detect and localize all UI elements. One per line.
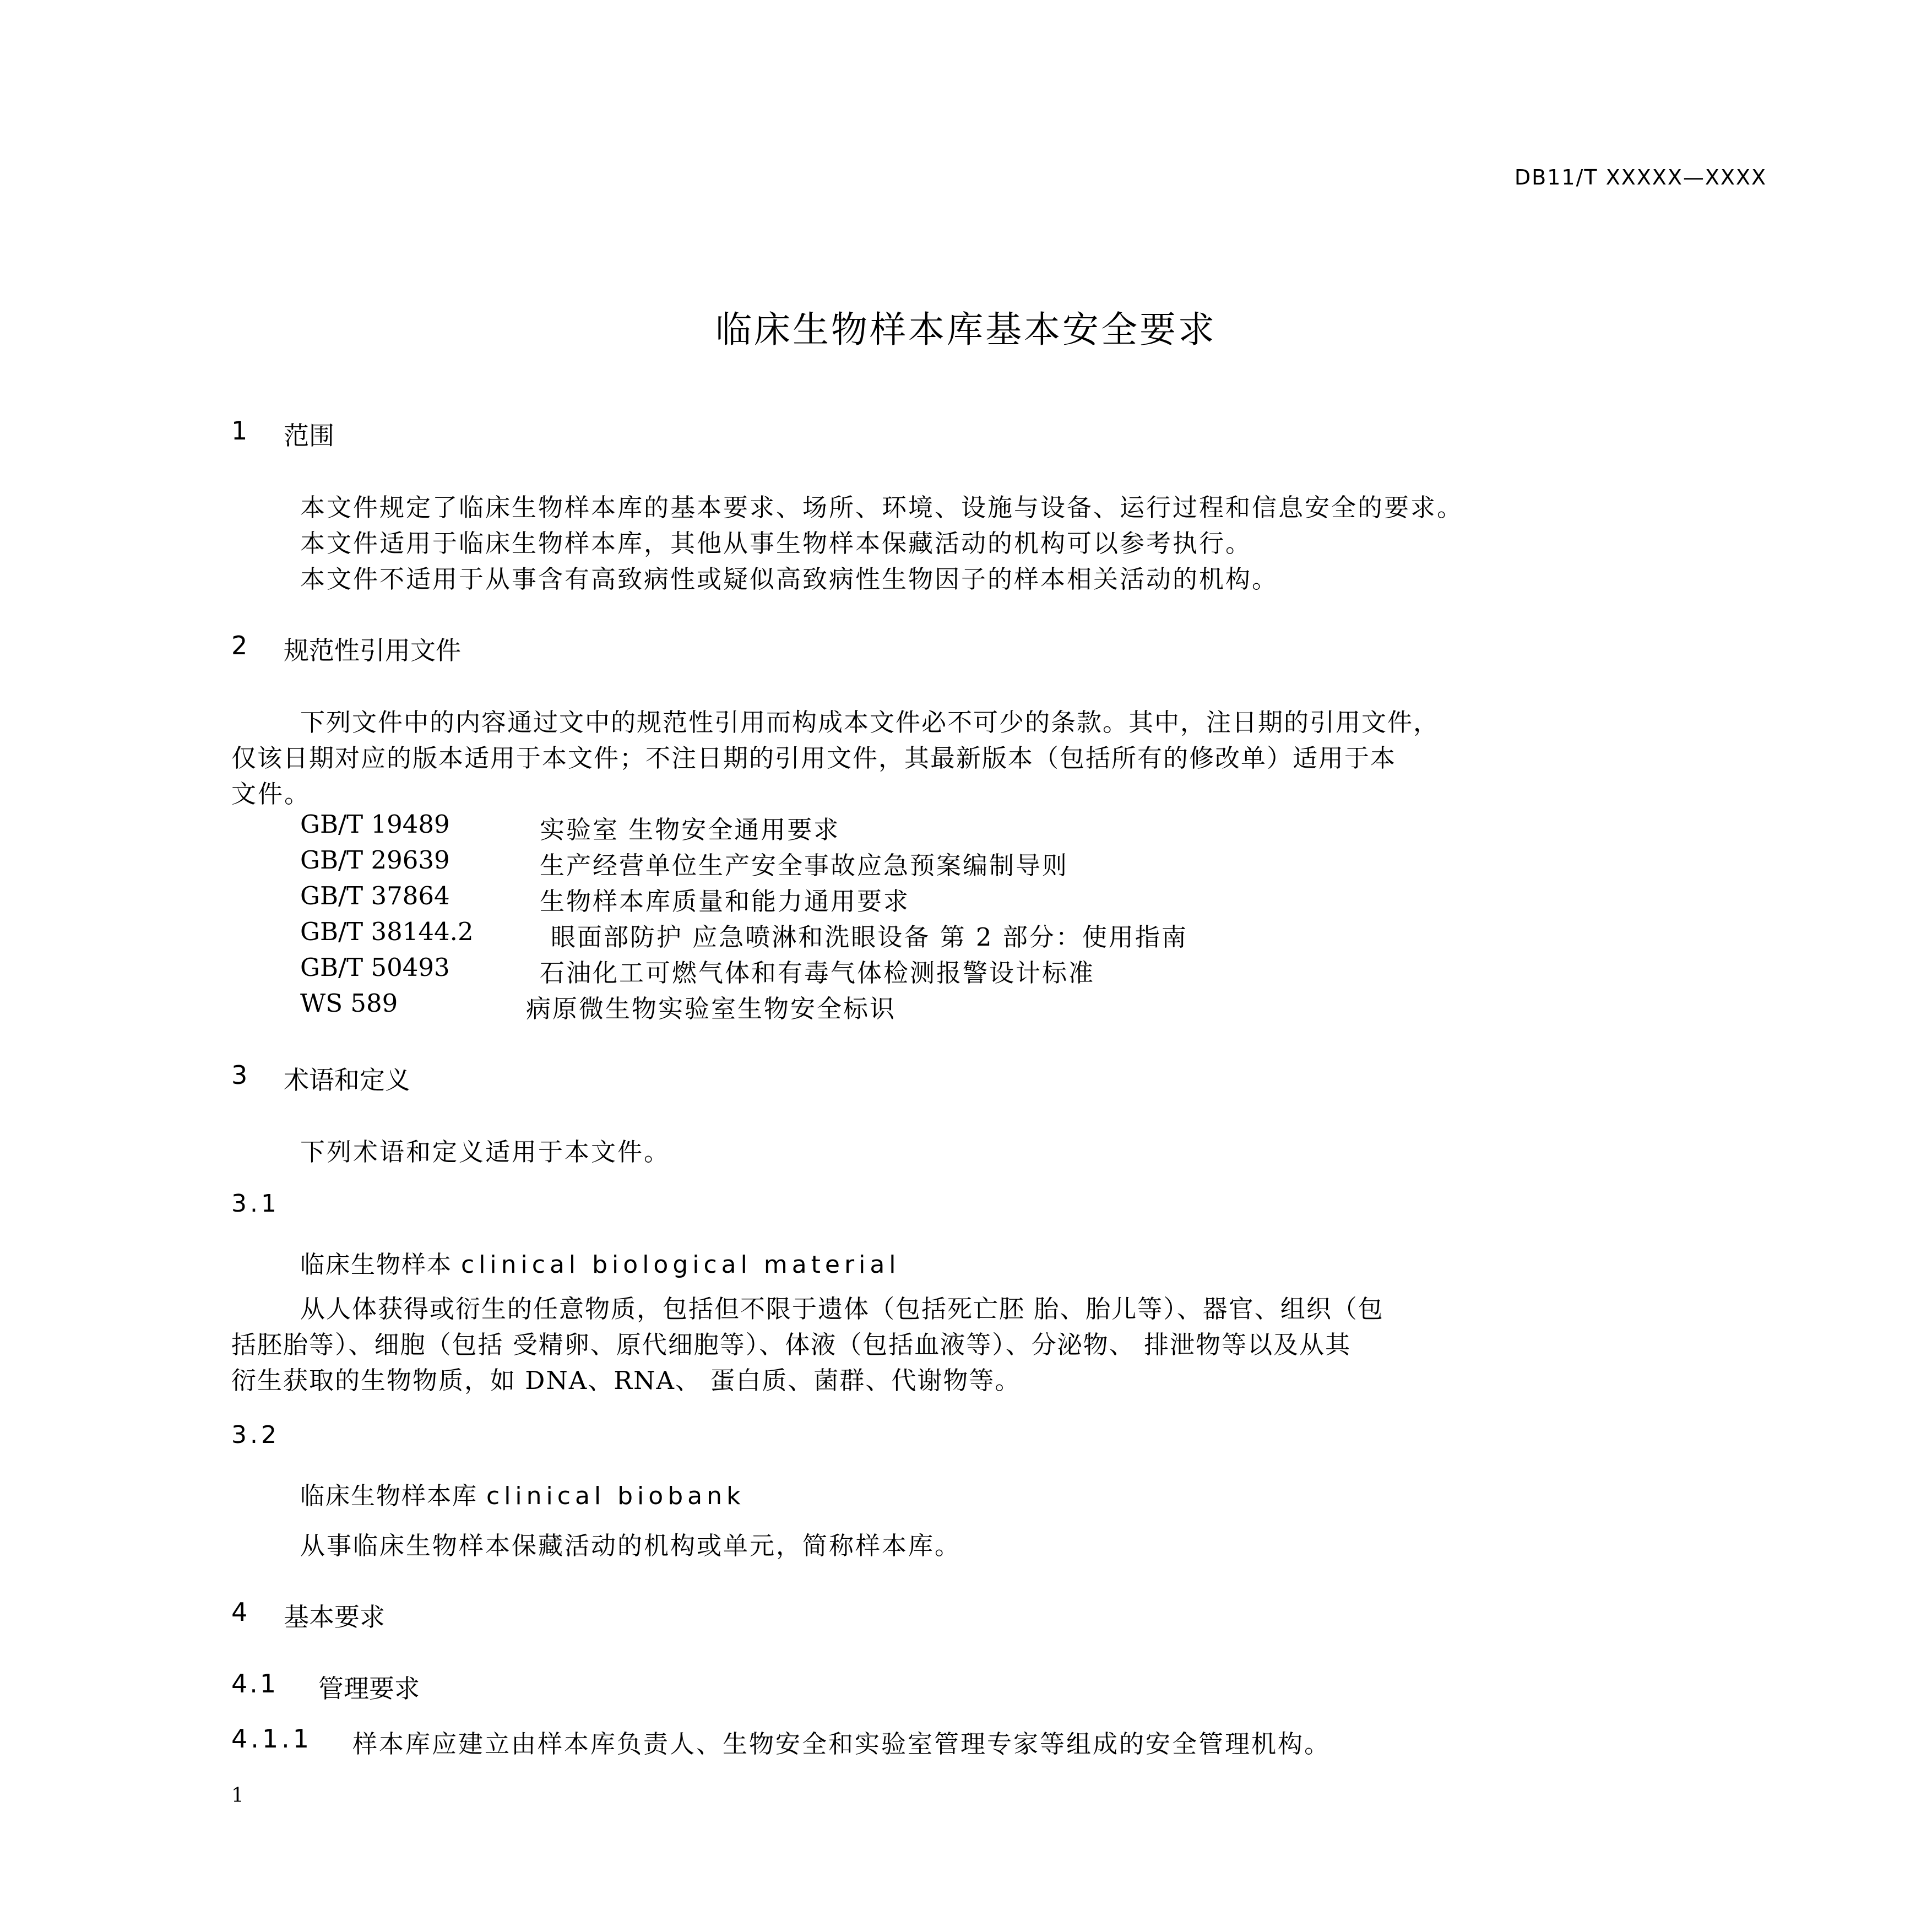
section-2-heading: 规范性引用文件 — [284, 636, 461, 665]
doc-code: DB11/T XXXXX—XXXX — [1514, 165, 1767, 189]
page-title: 临床生物样本库基本安全要求 — [715, 308, 1217, 351]
clause-number: 4.1.1 — [231, 1724, 313, 1754]
reference-title: 眼面部防护 应急喷淋和洗眼设备 第 2 部分：使用指南 — [551, 922, 1188, 952]
section-4-heading: 基本要求 — [284, 1602, 385, 1632]
term-heading — [300, 1245, 900, 1280]
section-4-number: 4 — [231, 1597, 248, 1627]
reference-title: 生产经营单位生产安全事故应急预案编制导则 — [540, 851, 1069, 880]
section-3-number: 3 — [231, 1060, 248, 1090]
subsection-number: 4.1 — [231, 1669, 279, 1698]
term-zh: 临床生物样本 — [300, 1251, 452, 1279]
reference-title: 实验室 生物安全通用要求 — [540, 815, 840, 844]
term-en: clinical biological material — [461, 1251, 900, 1279]
term-en: clinical biobank — [486, 1482, 745, 1510]
reference-code: GB/T 50493 — [300, 953, 450, 982]
section-1-paragraph: 本文件规定了临床生物样本库的基本要求、场所、环境、设施与设备、运行过程和信息安全的要求。 — [300, 493, 1464, 522]
term-number: 3.2 — [231, 1421, 280, 1449]
clause-text: 样本库应建立由样本库负责人、生物安全和实验室管理专家等组成的安全管理机构。 — [352, 1729, 1331, 1759]
section-2-intro-line: 仅该日期对应的版本适用于本文件；不注日期的引用文件，其最新版本（包括所有的修改单）适用于本 — [231, 744, 1397, 773]
section-1-paragraph: 本文件适用于临床生物样本库，其他从事生物样本保藏活动的机构可以参考执行。 — [300, 529, 1252, 558]
reference-title: 生物样本库质量和能力通用要求 — [540, 887, 910, 916]
reference-code: GB/T 19489 — [300, 810, 450, 839]
reference-code: WS 589 — [300, 989, 398, 1018]
term-definition-line: 从事临床生物样本保藏活动的机构或单元，简称样本库。 — [300, 1531, 962, 1560]
term-definition-line: 括胚胎等）、细胞（包括 受精卵、原代细胞等）、体液（包括血液等）、分泌物、 排泄物等以及从其 — [231, 1330, 1352, 1359]
term-heading — [300, 1476, 745, 1511]
term-number: 3.1 — [231, 1190, 280, 1218]
term-zh: 临床生物样本库 — [300, 1482, 477, 1510]
subsection-heading: 管理要求 — [318, 1674, 420, 1703]
section-3-intro: 下列术语和定义适用于本文件。 — [300, 1137, 671, 1166]
reference-title: 病原微生物实验室生物安全标识 — [526, 994, 897, 1023]
section-2-intro-line: 下列文件中的内容通过文中的规范性引用而构成本文件必不可少的条款。其中，注日期的引用文件， — [300, 708, 1440, 737]
term-definition-line: 衍生获取的生物物质，如 DNA、RNA、 蛋白质、菌群、代谢物等。 — [231, 1366, 1021, 1395]
reference-title: 石油化工可燃气体和有毒气体检测报警设计标准 — [540, 958, 1095, 987]
section-2-intro-line: 文件。 — [231, 779, 311, 808]
section-1-paragraph: 本文件不适用于从事含有高致病性或疑似高致病性生物因子的样本相关活动的机构。 — [300, 565, 1279, 594]
reference-code: GB/T 38144.2 — [300, 917, 474, 946]
reference-code: GB/T 37864 — [300, 881, 450, 910]
section-1-heading: 范围 — [284, 421, 334, 451]
section-3-heading: 术语和定义 — [284, 1065, 410, 1095]
section-2-number: 2 — [231, 631, 248, 660]
reference-code: GB/T 29639 — [300, 845, 450, 875]
page-number: 1 — [231, 1784, 244, 1807]
term-definition-line: 从人体获得或衍生的任意物质，包括但不限于遗体（包括死亡胚 胎、胎儿等）、器官、组织（包 — [300, 1294, 1384, 1323]
section-1-number: 1 — [231, 416, 248, 446]
